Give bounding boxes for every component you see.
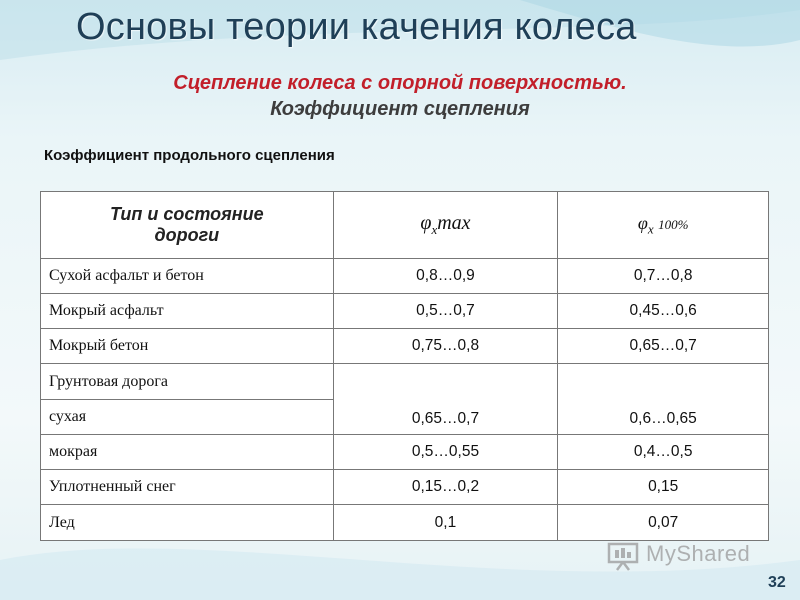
table-header-row bbox=[41, 192, 769, 259]
road-label: Мокрый бетон bbox=[41, 329, 334, 364]
phi-max-value: 0,65…0,7 bbox=[333, 364, 558, 435]
phi-max-value: 0,15…0,2 bbox=[333, 470, 558, 505]
subtitle-line-1: Сцепление колеса с опорной поверхностью. bbox=[173, 72, 627, 94]
presentation-board-icon bbox=[606, 541, 640, 571]
phi-100-suffix: 100% bbox=[658, 216, 689, 232]
table-row bbox=[41, 294, 769, 329]
table-row bbox=[41, 470, 769, 505]
slide-title: Основы теории качения колеса bbox=[76, 6, 637, 48]
phi-max-value: 0,75…0,8 bbox=[333, 329, 558, 364]
phi-symbol: φ bbox=[637, 212, 648, 233]
header-phi-100 bbox=[558, 192, 769, 259]
road-label: мокрая bbox=[41, 435, 334, 470]
header-road-type-line2: дороги bbox=[154, 225, 220, 245]
table-row bbox=[41, 364, 769, 400]
road-label: Мокрый асфальт bbox=[41, 294, 334, 329]
table-row bbox=[41, 435, 769, 470]
table-row bbox=[41, 259, 769, 294]
header-road-type-line1: Тип и состояние bbox=[110, 204, 264, 224]
phi-100-value: 0,07 bbox=[558, 505, 769, 541]
phi-max-value: 0,8…0,9 bbox=[333, 259, 558, 294]
road-label: Сухой асфальт и бетон bbox=[41, 259, 334, 294]
phi-subscript: x bbox=[431, 222, 438, 237]
watermark bbox=[606, 539, 776, 571]
phi-symbol: φ bbox=[420, 212, 432, 234]
slide-subtitle bbox=[60, 70, 740, 122]
table-row bbox=[41, 329, 769, 364]
header-road-type bbox=[41, 192, 334, 259]
phi-100-value: 0,15 bbox=[558, 470, 769, 505]
road-label: Лед bbox=[41, 505, 334, 541]
table-caption: Коэффициент продольного сцепления bbox=[44, 147, 335, 164]
phi-max-value: 0,5…0,7 bbox=[333, 294, 558, 329]
road-label: Уплотненный снег bbox=[41, 470, 334, 505]
phi-max-suffix: max bbox=[437, 212, 471, 234]
road-label: сухая bbox=[41, 400, 334, 435]
subtitle-line-2: Коэффициент сцепления bbox=[270, 98, 530, 120]
phi-100-value: 0,45…0,6 bbox=[558, 294, 769, 329]
table-row bbox=[41, 505, 769, 541]
phi-max-value: 0,5…0,55 bbox=[333, 435, 558, 470]
road-label: Грунтовая дорога bbox=[41, 364, 334, 400]
page-number: 32 bbox=[768, 574, 786, 591]
phi-100-value: 0,4…0,5 bbox=[558, 435, 769, 470]
phi-max-value: 0,1 bbox=[333, 505, 558, 541]
header-phi-max bbox=[333, 192, 558, 259]
phi-100-value: 0,7…0,8 bbox=[558, 259, 769, 294]
phi-100-value: 0,6…0,65 bbox=[558, 364, 769, 435]
adhesion-coefficient-table bbox=[40, 191, 769, 541]
watermark-text: MyShared bbox=[646, 541, 751, 566]
phi-100-value: 0,65…0,7 bbox=[558, 329, 769, 364]
phi-subscript: x bbox=[647, 221, 654, 237]
